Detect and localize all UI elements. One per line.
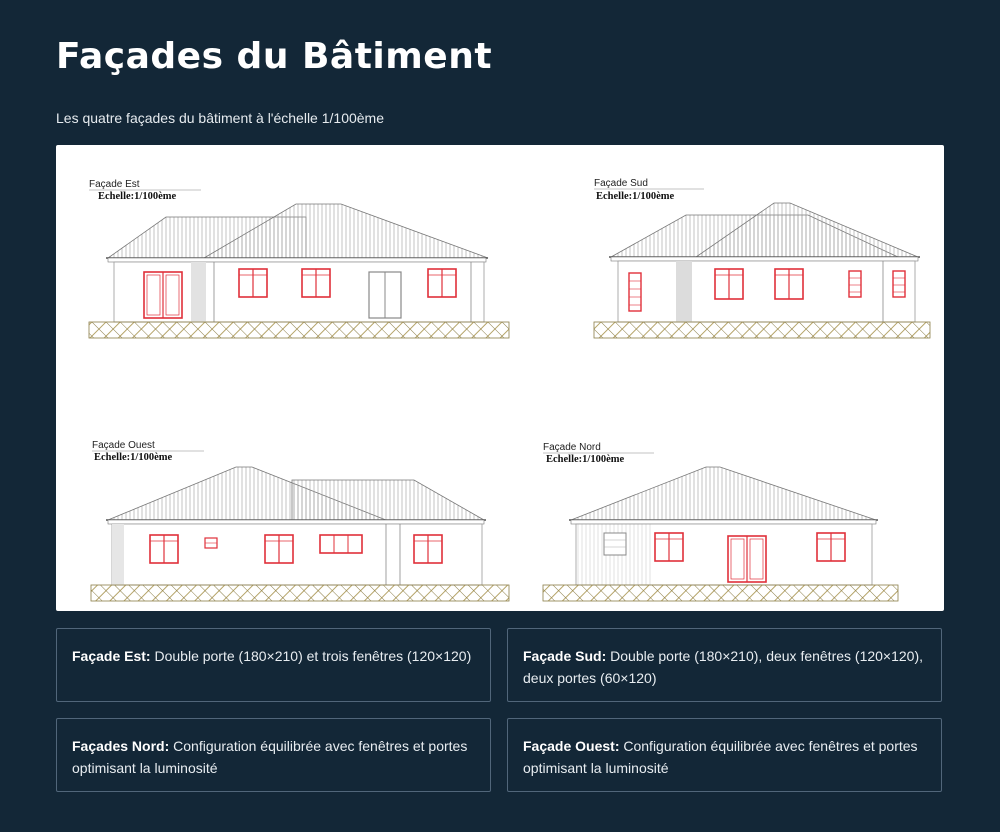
facade-sud-title: Façade Sud bbox=[594, 178, 648, 189]
facade-nord-scale: Echelle:1/100ème bbox=[546, 454, 625, 465]
card-facade-sud-text: Double porte (180×210), deux fenêtres (120×120), deux portes (60×120) bbox=[523, 648, 924, 686]
card-facade-ouest-text: Configuration équilibrée avec fenêtres et portes optimisant la luminosité bbox=[523, 738, 918, 776]
facade-nord-drawing bbox=[543, 442, 898, 601]
facade-sud-drawing bbox=[594, 178, 930, 338]
facades-drawing-sheet bbox=[56, 145, 944, 611]
facade-est-scale: Echelle:1/100ème bbox=[98, 191, 177, 202]
card-facades-nord-label: Façades Nord: bbox=[72, 738, 170, 754]
facade-est-drawing bbox=[89, 179, 509, 338]
card-facade-sud bbox=[507, 628, 942, 702]
card-facades-nord bbox=[56, 718, 491, 792]
facade-est-title: Façade Est bbox=[89, 179, 140, 190]
card-facade-est-text: Double porte (180×210) et trois fenêtres (120×120) bbox=[150, 648, 472, 664]
facade-nord-title: Façade Nord bbox=[543, 442, 601, 453]
facade-sud-scale: Echelle:1/100ème bbox=[596, 191, 675, 202]
facade-ouest-drawing bbox=[91, 440, 509, 601]
card-facade-est-label: Façade Est: bbox=[72, 648, 151, 664]
facade-ouest-title: Façade Ouest bbox=[92, 440, 155, 451]
card-facade-sud-label: Façade Sud: bbox=[523, 648, 607, 664]
card-facade-ouest bbox=[507, 718, 942, 792]
facade-ouest-scale: Echelle:1/100ème bbox=[94, 452, 173, 463]
card-facade-ouest-label: Façade Ouest: bbox=[523, 738, 620, 754]
page-subtitle: Les quatre façades du bâtiment à l'échelle 1/100ème bbox=[56, 110, 385, 126]
card-facades-nord-text: Configuration équilibrée avec fenêtres et portes optimisant la luminosité bbox=[72, 738, 468, 776]
card-facade-est bbox=[56, 628, 491, 702]
page-title: Façades du Bâtiment bbox=[56, 36, 493, 77]
